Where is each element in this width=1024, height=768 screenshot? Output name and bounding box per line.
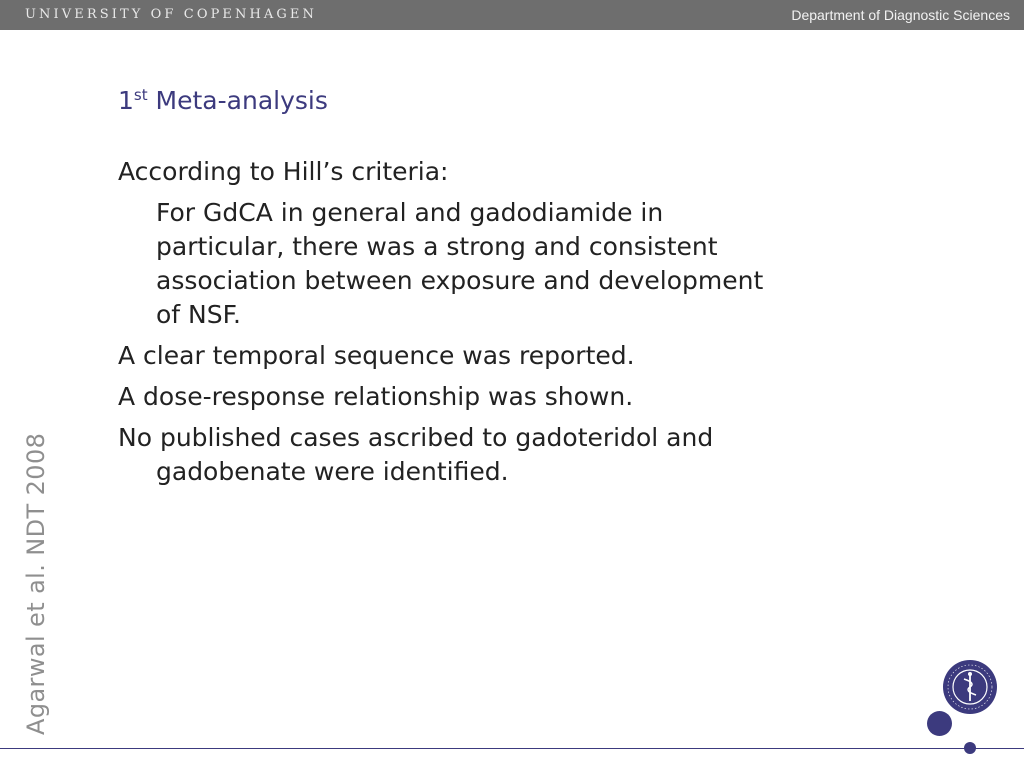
body-line: A clear temporal sequence was reported. <box>118 341 635 370</box>
header-bar <box>0 0 1024 30</box>
department-name: Department of Diagnostic Sciences <box>791 7 1010 23</box>
body-line: For GdCA in general and gadodiamide in <box>156 198 664 227</box>
body-line: association between exposure and development <box>156 266 764 295</box>
body-line: According to Hill’s criteria: <box>118 157 449 186</box>
body-line: particular, there was a strong and consistent <box>156 232 718 261</box>
title-superscript: st <box>133 86 148 104</box>
body-line: gadobenate were identified. <box>156 457 509 486</box>
body-line: No published cases ascribed to gadoteridol and <box>118 423 714 452</box>
dot-large-icon <box>927 711 952 736</box>
title-text: Meta-analysis <box>147 86 328 115</box>
bottom-rule <box>0 748 1024 749</box>
body-line: of NSF. <box>156 300 241 329</box>
university-seal-icon <box>942 659 998 715</box>
dot-small-icon <box>964 742 976 754</box>
slide-title <box>118 86 328 115</box>
side-credit: Agarwal et al. NDT 2008 <box>22 432 50 735</box>
title-number: 1 <box>118 86 134 115</box>
university-name: UNIVERSITY OF COPENHAGEN <box>25 7 317 22</box>
body-line: A dose-response relationship was shown. <box>118 382 634 411</box>
